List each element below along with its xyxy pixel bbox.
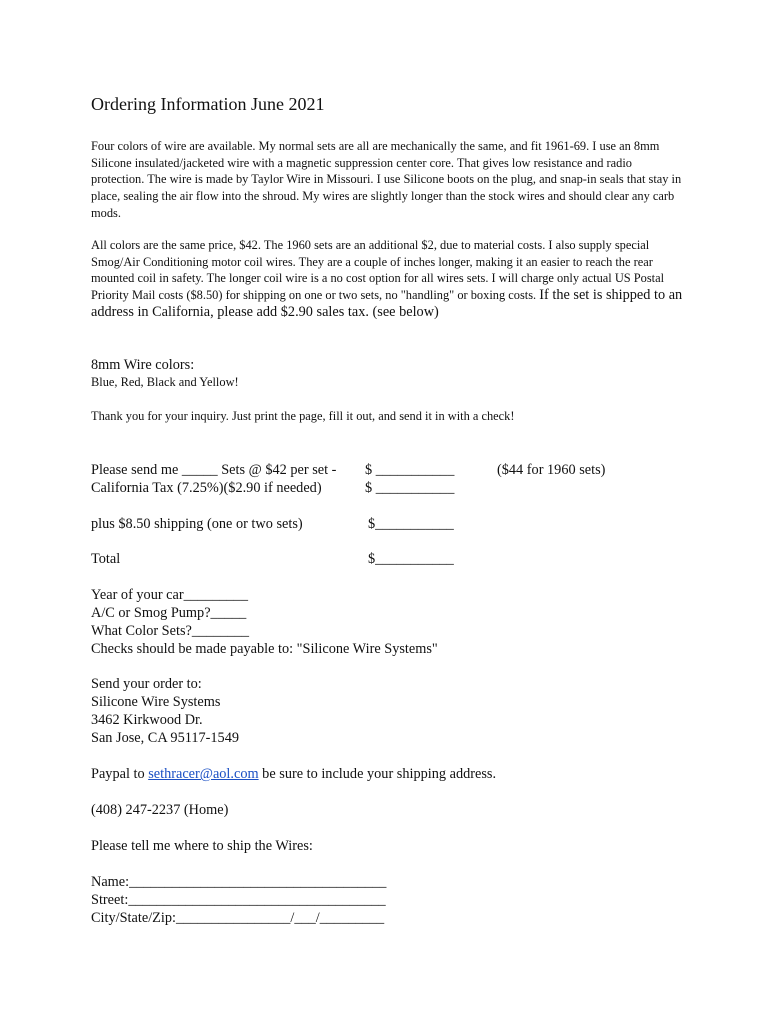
- total-amount-field: $___________: [368, 551, 454, 567]
- address-name: Silicone Wire Systems: [91, 694, 221, 710]
- ship-heading: Please tell me where to ship the Wires:: [91, 838, 313, 854]
- thanks-text: Thank you for your inquiry. Just print the page, fill it out, and send it in with a check!: [91, 409, 515, 423]
- ship-city-field: City/State/Zip:________________/___/_________: [91, 910, 385, 926]
- ship-name-field: Name:____________________________________: [91, 874, 387, 890]
- sets-amount-field: $ ___________: [365, 462, 455, 478]
- form-row-shipping: [91, 516, 454, 533]
- shipping-amount-field: $___________: [368, 516, 454, 532]
- colors-heading: 8mm Wire colors:: [91, 357, 195, 373]
- sets-note: ($44 for 1960 sets): [497, 462, 606, 478]
- paypal-prefix: Paypal to: [91, 766, 149, 782]
- pricing-paragraph: [91, 237, 686, 321]
- sets-label: Please send me _____ Sets @ $42 per set -: [91, 462, 337, 478]
- tax-label: California Tax (7.25%)($2.90 if needed): [91, 480, 322, 496]
- send-order-heading: Send your order to:: [91, 676, 202, 692]
- tax-note: If the set is shipped to an address in California, please add $2.90 sales tax. (see below): [91, 287, 683, 320]
- checks-payable-text: Checks should be made payable to: "Silicone Wire Systems": [91, 641, 438, 657]
- form-row-sets: [91, 462, 606, 479]
- color-sets-field: What Color Sets?________: [91, 623, 250, 639]
- phone-number: (408) 247-2237 (Home): [91, 802, 229, 818]
- form-row-tax: [91, 480, 455, 497]
- car-year-field: Year of your car_________: [91, 587, 248, 603]
- ac-smog-field: A/C or Smog Pump?_____: [91, 605, 247, 621]
- tax-amount-field: $ ___________: [365, 480, 455, 496]
- shipping-label: plus $8.50 shipping (one or two sets): [91, 516, 303, 532]
- paypal-suffix: be sure to include your shipping address.: [258, 766, 497, 782]
- address-city: San Jose, CA 95117-1549: [91, 730, 240, 746]
- intro-paragraph: Four colors of wire are available. My normal sets are all are mechanically the same, and fit 1961-69. I use an 8mm Silicone insulated/jacketed wire with a magnetic suppression center core. That gives low resistance and radio protection. The wire is made by Taylor Wire in Missouri. I use Silicone boots on the plug, and snap-in seals that stay in place, sealing the air flow into the shroud. My wires are slightly longer than the stock wires and should clear any carb mods.: [91, 139, 682, 220]
- ship-street-field: Street:____________________________________: [91, 892, 386, 908]
- colors-list: Blue, Red, Black and Yellow!: [91, 375, 239, 389]
- paypal-email-link[interactable]: sethracer@aol.com: [148, 766, 259, 782]
- page-title: Ordering Information June 2021: [91, 94, 325, 114]
- form-row-total: [91, 551, 454, 568]
- pricing-text: All colors are the same price, $42. The 1960 sets are an additional $2, due to material costs. I also supply special Smog/Air Conditioning motor coil wires. They are a couple of inches longer, making it an easier to reach the rear mounted coil in safety. The longer coil wire is a no cost option for all wires sets. I will charge only actual US Postal Priority Mail costs ($8.50) for shipping on one or two sets, no "handling" or boxing costs.: [91, 238, 665, 303]
- address-street: 3462 Kirkwood Dr.: [91, 712, 203, 728]
- paypal-line: [91, 766, 496, 783]
- total-label: Total: [91, 551, 121, 567]
